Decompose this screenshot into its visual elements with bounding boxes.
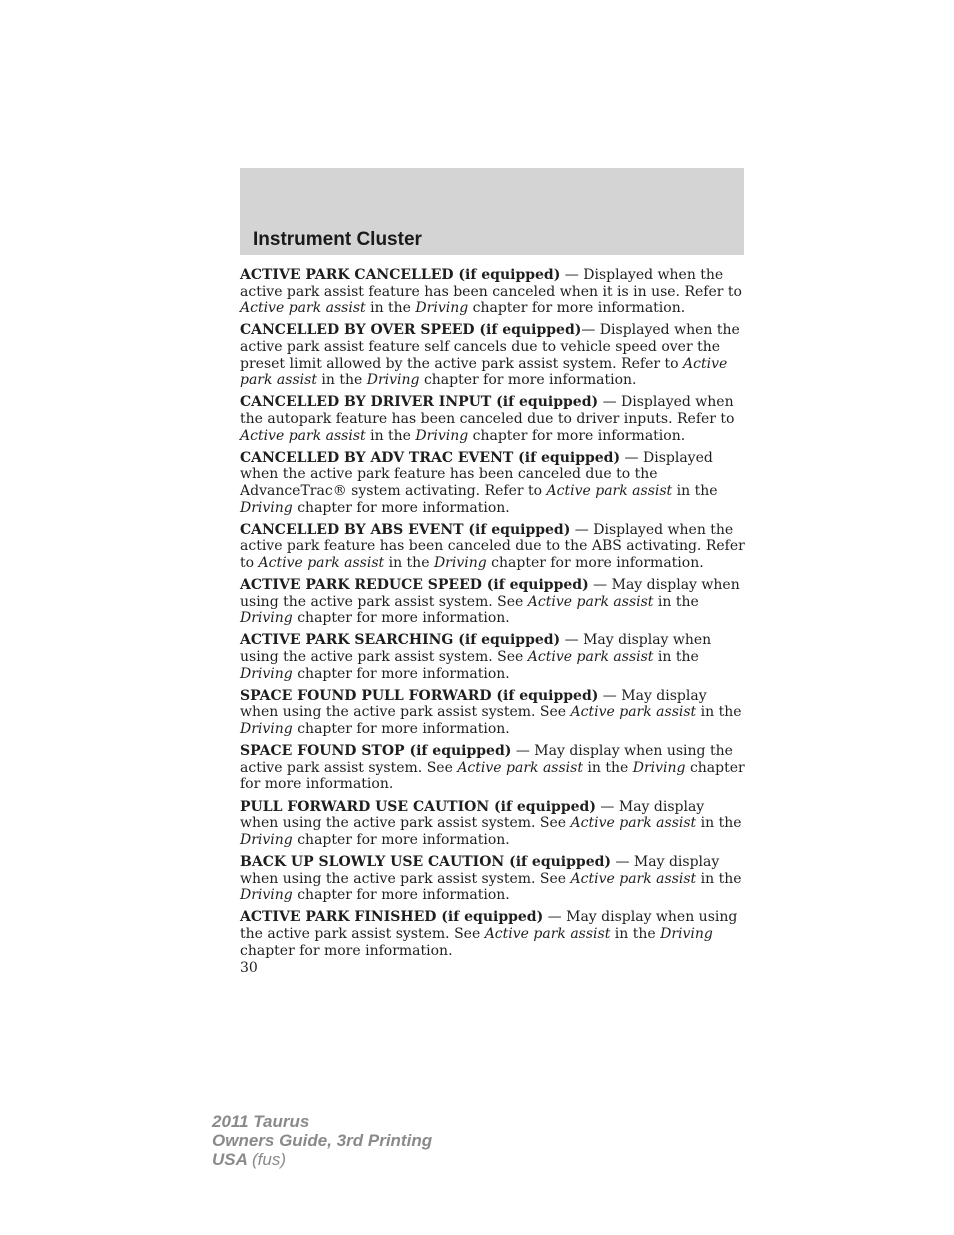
message-description: chapter for more information. <box>468 427 686 444</box>
message-entry <box>240 632 746 682</box>
message-list <box>240 267 746 965</box>
message-description: — May display when using the active park assist system. See <box>240 853 720 887</box>
message-description: in the <box>653 593 699 610</box>
cross-reference: Driving <box>415 300 469 317</box>
message-description: — May display when using the active park assist system. See <box>240 798 705 832</box>
footer-region <box>212 1150 432 1169</box>
footer-guide-edition: Owners Guide, 3rd Printing <box>212 1131 433 1150</box>
message-term: CANCELLED BY ABS EVENT (if equipped) <box>240 521 571 538</box>
message-entry <box>240 799 746 849</box>
cross-reference: Driving <box>660 925 713 942</box>
message-description: chapter for more information. <box>292 831 510 848</box>
message-description: — Displayed when the active park assist feature self cancels due to vehicle speed over the preset limit allowed by the active park assist system. Refer to <box>240 322 740 372</box>
message-description: in the <box>365 427 416 444</box>
message-term: CANCELLED BY ADV TRAC EVENT (if equipped) <box>240 449 621 466</box>
footer-region-suffix: (fus) <box>252 1150 286 1169</box>
message-description: — May display when using the active park assist system. See <box>240 577 740 610</box>
section-title: Instrument Cluster <box>253 229 422 250</box>
cross-reference: Active park assist <box>570 870 697 887</box>
message-term: ACTIVE PARK REDUCE SPEED (if equipped) <box>240 577 589 594</box>
cross-reference: Driving <box>240 499 293 516</box>
cross-reference: Driving <box>366 372 420 389</box>
cross-reference: Active park assist <box>527 593 654 610</box>
cross-reference: Active park assist <box>457 759 583 776</box>
message-description: in the <box>582 759 633 776</box>
cross-reference: Driving <box>632 759 686 776</box>
message-description: — May display when using the active park assist system. See <box>240 743 733 776</box>
footer-model: 2011 Taurus <box>212 1112 310 1131</box>
message-description: — Displayed when the autopark feature has been canceled due to driver inputs. Refer to <box>240 394 735 427</box>
message-entry <box>240 577 746 627</box>
cross-reference: Driving <box>415 427 469 444</box>
page-number: 30 <box>240 960 258 976</box>
message-description: chapter for more information. <box>292 610 510 627</box>
message-description: in the <box>610 925 661 942</box>
cross-reference: Active park assist <box>240 300 366 317</box>
message-entry <box>240 450 746 516</box>
message-description: in the <box>384 554 434 571</box>
message-entry <box>240 322 746 388</box>
message-term: BACK UP SLOWLY USE CAUTION (if equipped) <box>240 853 612 870</box>
message-description: in the <box>696 704 742 721</box>
cross-reference: Active park assist <box>484 925 611 942</box>
message-description: in the <box>696 870 742 887</box>
message-description: — Displayed when the active park feature has been canceled due to the AdvanceTrac® system activating. Refer to <box>240 449 713 499</box>
cross-reference: Driving <box>240 610 293 627</box>
cross-reference: Active park assist <box>240 355 728 389</box>
cross-reference: Driving <box>240 721 293 737</box>
document-footer <box>212 1112 432 1169</box>
message-term: PULL FORWARD USE CAUTION (if equipped) <box>240 798 596 815</box>
message-entry <box>240 522 746 572</box>
message-description: — May display when using the active park assist system. See <box>240 909 738 942</box>
message-entry <box>240 688 746 738</box>
message-term: CANCELLED BY DRIVER INPUT (if equipped) <box>240 394 599 411</box>
cross-reference: Active park assist <box>258 554 385 571</box>
message-entry <box>240 267 746 317</box>
message-term: SPACE FOUND STOP (if equipped) <box>240 743 512 760</box>
message-description: in the <box>365 300 416 317</box>
message-entry <box>240 394 746 444</box>
message-description: in the <box>653 649 699 666</box>
message-description: in the <box>316 372 367 389</box>
message-description: chapter for more information. <box>468 300 686 317</box>
message-description: chapter for more information. <box>240 759 745 793</box>
cross-reference: Driving <box>240 665 293 682</box>
message-description: — May display when using the active park assist system. See <box>240 632 712 666</box>
message-description: chapter for more information. <box>292 887 510 904</box>
message-description: chapter for more information. <box>292 499 510 516</box>
cross-reference: Driving <box>240 831 293 848</box>
section-header-band <box>240 168 744 255</box>
message-term: SPACE FOUND PULL FORWARD (if equipped) <box>240 687 599 704</box>
message-description: chapter for more information. <box>292 721 510 737</box>
message-description: chapter for more information. <box>240 942 453 959</box>
message-description: chapter for more information. <box>486 554 704 571</box>
message-description: — May display when using the active park assist system. See <box>240 687 707 721</box>
message-entry <box>240 909 746 959</box>
message-description: — Displayed when the active park feature has been canceled due to the ABS activating. Refer to <box>240 521 745 571</box>
cross-reference: Active park assist <box>240 427 366 444</box>
cross-reference: Active park assist <box>570 815 697 832</box>
message-term: ACTIVE PARK CANCELLED (if equipped) <box>240 267 561 283</box>
message-entry <box>240 743 746 793</box>
message-description: chapter for more information. <box>292 665 510 682</box>
message-description: in the <box>696 815 742 832</box>
message-description: in the <box>672 482 718 499</box>
footer-region-code: USA <box>212 1150 248 1169</box>
cross-reference: Active park assist <box>527 649 654 666</box>
cross-reference: Driving <box>240 887 293 904</box>
cross-reference: Active park assist <box>546 482 673 499</box>
message-description: chapter for more information. <box>419 372 637 389</box>
message-term: ACTIVE PARK SEARCHING (if equipped) <box>240 632 561 649</box>
cross-reference: Driving <box>433 554 487 571</box>
message-term: CANCELLED BY OVER SPEED (if equipped) <box>240 322 582 339</box>
message-term: ACTIVE PARK FINISHED (if equipped) <box>240 909 544 926</box>
cross-reference: Active park assist <box>570 704 697 721</box>
message-description: — Displayed when the active park assist feature has been canceled when it is in use. Refer to <box>240 267 742 300</box>
message-entry <box>240 854 746 904</box>
